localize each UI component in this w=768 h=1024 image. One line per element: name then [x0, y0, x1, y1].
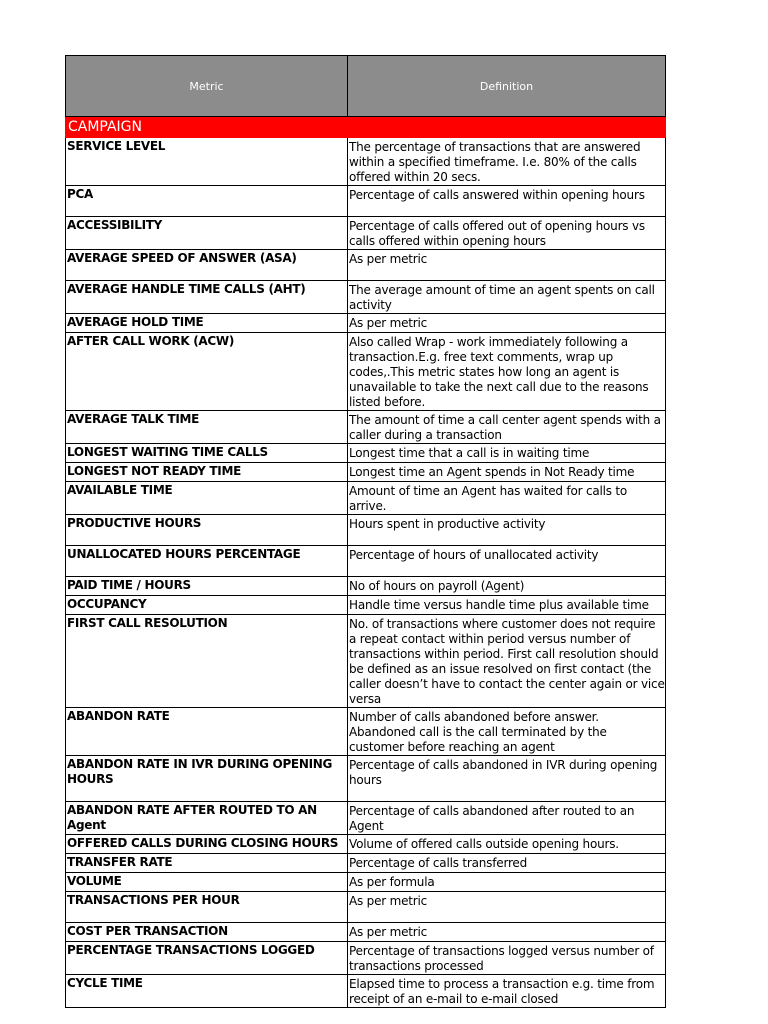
metric-definition: Percentage of calls answered within opening hours: [348, 186, 666, 217]
metric-name: LONGEST NOT READY TIME: [66, 463, 348, 482]
metric-definition: Number of calls abandoned before answer. Abandoned call is the call terminated by the customer before reaching an agent: [348, 708, 666, 756]
metric-definition: As per metric: [348, 892, 666, 923]
metric-name: COST PER TRANSACTION: [66, 923, 348, 942]
metric-name: LONGEST WAITING TIME CALLS: [66, 444, 348, 463]
metric-definition: Also called Wrap - work immediately following a transaction.E.g. free text comments, wrap up codes,.This metric states how long an agent is unavailable to take the next call due to the reasons listed before.: [348, 333, 666, 411]
metric-definition: Percentage of calls offered out of opening hours vs calls offered within opening hours: [348, 217, 666, 250]
metric-definition: Percentage of calls abandoned after routed to an Agent: [348, 802, 666, 835]
table-row: [66, 756, 666, 802]
metric-definition: Percentage of calls transferred: [348, 854, 666, 873]
table-row: [66, 546, 666, 577]
metric-definition: The amount of time a call center agent spends with a caller during a transaction: [348, 411, 666, 444]
metric-name: OFFERED CALLS DURING CLOSING HOURS: [66, 835, 348, 854]
metric-definition: Longest time an Agent spends in Not Ready time: [348, 463, 666, 482]
table-row: [66, 802, 666, 835]
metric-name: OCCUPANCY: [66, 596, 348, 615]
table-row: [66, 482, 666, 515]
table-row: [66, 138, 666, 186]
metric-definition: As per metric: [348, 250, 666, 281]
table-row: [66, 250, 666, 281]
metric-definition: As per formula: [348, 873, 666, 892]
definition-column-header: Definition: [348, 56, 666, 117]
table-row: [66, 923, 666, 942]
metric-name: FIRST CALL RESOLUTION: [66, 615, 348, 708]
metric-definition: No. of transactions where customer does not require a repeat contact within period versus number of transactions within period. First call resolution should be defined as an issue resolved on first contact (the caller doesn’t have to contact the center again or vice versa: [348, 615, 666, 708]
table-row: [66, 463, 666, 482]
table-row: [66, 892, 666, 923]
table-row: [66, 873, 666, 892]
metric-name: ABANDON RATE IN IVR DURING OPENING HOURS: [66, 756, 348, 802]
table-row: [66, 942, 666, 975]
metric-name: AVAILABLE TIME: [66, 482, 348, 515]
metric-definition: As per metric: [348, 923, 666, 942]
metric-name: UNALLOCATED HOURS PERCENTAGE: [66, 546, 348, 577]
metric-definition: As per metric: [348, 314, 666, 333]
metric-definition: Volume of offered calls outside opening hours.: [348, 835, 666, 854]
table-row: [66, 854, 666, 873]
metric-name: AFTER CALL WORK (ACW): [66, 333, 348, 411]
metric-name: AVERAGE HANDLE TIME CALLS (AHT): [66, 281, 348, 314]
table-row: [66, 577, 666, 596]
metric-definition: Longest time that a call is in waiting time: [348, 444, 666, 463]
metric-definition: No of hours on payroll (Agent): [348, 577, 666, 596]
metric-name: PCA: [66, 186, 348, 217]
table-row: [66, 515, 666, 546]
metric-definition: The average amount of time an agent spents on call activity: [348, 281, 666, 314]
metric-definition: Percentage of hours of unallocated activity: [348, 546, 666, 577]
metric-definition: Amount of time an Agent has waited for calls to arrive.: [348, 482, 666, 515]
section-title: CAMPAIGN: [66, 117, 666, 138]
metric-name: PAID TIME / HOURS: [66, 577, 348, 596]
metric-definition: Percentage of transactions logged versus number of transactions processed: [348, 942, 666, 975]
metric-name: PRODUCTIVE HOURS: [66, 515, 348, 546]
metric-name: AVERAGE HOLD TIME: [66, 314, 348, 333]
table-row: [66, 975, 666, 1008]
metric-name: CYCLE TIME: [66, 975, 348, 1008]
metric-definition: Hours spent in productive activity: [348, 515, 666, 546]
table-row: [66, 411, 666, 444]
metric-name: AVERAGE TALK TIME: [66, 411, 348, 444]
metric-definition: Percentage of calls abandoned in IVR during opening hours: [348, 756, 666, 802]
metric-name: AVERAGE SPEED OF ANSWER (ASA): [66, 250, 348, 281]
metric-definition: The percentage of transactions that are answered within a specified timeframe. I.e. 80% of the calls offered within 20 secs.: [348, 138, 666, 186]
metric-name: TRANSACTIONS PER HOUR: [66, 892, 348, 923]
table-row: [66, 708, 666, 756]
metric-name: ABANDON RATE AFTER ROUTED TO AN Agent: [66, 802, 348, 835]
table-row: [66, 333, 666, 411]
table-row: [66, 281, 666, 314]
table-row: [66, 615, 666, 708]
metric-name: ABANDON RATE: [66, 708, 348, 756]
table-row: [66, 596, 666, 615]
metric-name: SERVICE LEVEL: [66, 138, 348, 186]
section-row: [66, 117, 666, 138]
header-row: [66, 56, 666, 117]
metric-name: VOLUME: [66, 873, 348, 892]
table-row: [66, 186, 666, 217]
metric-name: PERCENTAGE TRANSACTIONS LOGGED: [66, 942, 348, 975]
table-row: [66, 314, 666, 333]
metric-definition: Handle time versus handle time plus available time: [348, 596, 666, 615]
table-row: [66, 835, 666, 854]
metric-name: ACCESSIBILITY: [66, 217, 348, 250]
table-row: [66, 217, 666, 250]
metric-name: TRANSFER RATE: [66, 854, 348, 873]
table-row: [66, 444, 666, 463]
metric-definition: Elapsed time to process a transaction e.g. time from receipt of an e-mail to e-mail closed: [348, 975, 666, 1008]
metrics-table: [65, 55, 666, 1008]
metric-column-header: Metric: [66, 56, 348, 117]
